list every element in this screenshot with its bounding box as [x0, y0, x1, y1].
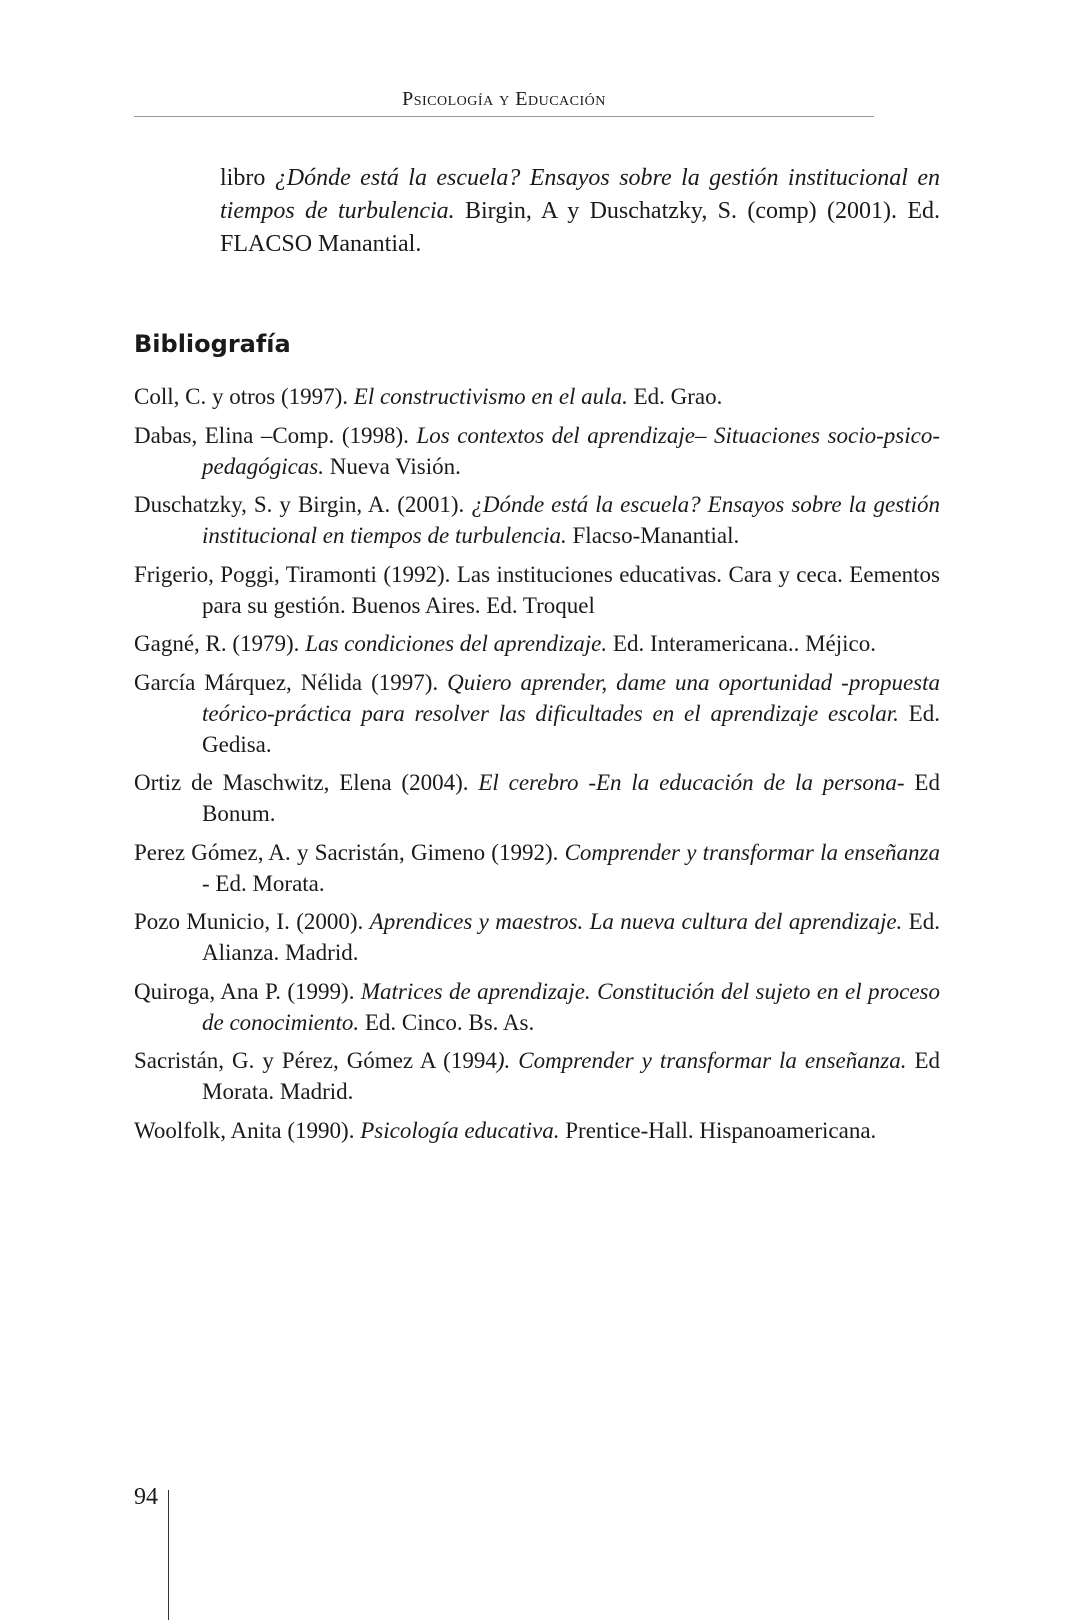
running-header: Psicología y Educación	[402, 88, 606, 110]
entry-run: Sacristán, G. y Pérez, Gómez A (1994	[134, 1048, 497, 1073]
entry-run: Flacso-Manantial.	[566, 523, 740, 548]
entry-run: García Márquez, Nélida (1997).	[134, 669, 448, 695]
bibliography-entry	[134, 559, 940, 621]
bibliography-entry	[134, 976, 940, 1038]
entry-run-italic: Psicología educativa.	[360, 1117, 560, 1143]
bibliography-entry	[134, 489, 940, 551]
entry-run-italic: Quiero aprender, dame una oportunidad -propuesta teórico-práctica para resolver las dificultades en el aprendizaje escolar.	[202, 669, 940, 726]
entry-run: - Ed. Morata.	[202, 870, 325, 896]
entry-run: Ed. Gedisa.	[202, 700, 940, 757]
entry-run: Ed Morata. Madrid.	[202, 1048, 940, 1104]
bibliography-entry	[134, 906, 940, 968]
bibliography-entry	[134, 1045, 940, 1107]
intro-run: Birgin, A y Duschatzky, S. (comp) (2001). Ed. FLACSO Manantial.	[220, 198, 941, 257]
entry-run: Perez Gómez, A. y Sacristán, Gimeno (1992).	[134, 839, 565, 865]
entry-run-italic: ). Comprender y transformar la enseñanza.	[496, 1048, 907, 1073]
entry-run: Ed Bonum.	[202, 770, 940, 826]
entry-run: Ortiz de Maschwitz, Elena (2004).	[134, 770, 479, 795]
page-number-rule	[168, 1490, 169, 1620]
entry-run-italic: El cerebro -En la educación de la persona-	[478, 770, 905, 795]
header-rule	[134, 116, 874, 117]
entry-run-italic: Matrices de aprendizaje. Constitución del sujeto en el proceso de conocimiento.	[202, 978, 940, 1035]
entry-run-italic: ¿Dónde está la escuela? Ensayos sobre la gestión institucional en tiempos de turbulencia.	[202, 492, 940, 548]
bibliography-list	[134, 381, 940, 1153]
entry-run: Ed. Alianza. Madrid.	[202, 909, 940, 965]
entry-run: Ed. Grao.	[627, 384, 723, 409]
bibliography-entry	[134, 628, 940, 659]
intro-paragraph	[220, 162, 940, 261]
entry-run: Nueva Visión.	[324, 453, 461, 479]
bibliography-entry	[134, 667, 940, 760]
bibliography-heading: Bibliografía	[134, 330, 291, 358]
entry-run: Frigerio, Poggi, Tiramonti (1992). Las instituciones educativas. Cara y ceca. Eementos para su gestión. Buenos Aires. Ed. Troquel	[134, 561, 940, 618]
entry-run: Coll, C. y otros (1997).	[134, 384, 354, 409]
bibliography-entry	[134, 1115, 940, 1146]
entry-run: Pozo Municio, I. (2000).	[134, 909, 370, 934]
entry-run: Ed. Interamericana.. Méjico.	[607, 631, 876, 656]
bibliography-entry	[134, 837, 940, 899]
entry-run: Prentice-Hall. Hispanoamericana.	[559, 1117, 877, 1143]
entry-run-italic: Los contextos del aprendizaje– Situaciones socio-psico-pedagógicas.	[202, 422, 940, 479]
intro-run: libro	[220, 165, 275, 191]
bibliography-entry	[134, 767, 940, 829]
entry-run: Gagné, R. (1979).	[134, 631, 306, 656]
page-number: 94	[134, 1484, 158, 1510]
entry-run: Duschatzky, S. y Birgin, A. (2001).	[134, 492, 472, 517]
entry-run-italic: Las condiciones del aprendizaje.	[305, 631, 608, 656]
bibliography-entry	[134, 420, 940, 482]
intro-run-italic: ¿Dónde está la escuela? Ensayos sobre la gestión institucional en tiempos de turbulencia.	[220, 165, 941, 224]
entry-run-italic: Aprendices y maestros. La nueva cultura del aprendizaje.	[369, 909, 903, 934]
entry-run: Ed. Cinco. Bs. As.	[359, 1009, 535, 1035]
entry-run: Dabas, Elina –Comp. (1998).	[134, 422, 417, 448]
entry-run: Quiroga, Ana P. (1999).	[134, 978, 361, 1004]
entry-run-italic: El constructivismo en el aula.	[353, 384, 628, 409]
bibliography-entry	[134, 381, 940, 412]
entry-run: Woolfolk, Anita (1990).	[134, 1117, 361, 1143]
entry-run-italic: Comprender y transformar la enseñanza	[564, 839, 940, 865]
